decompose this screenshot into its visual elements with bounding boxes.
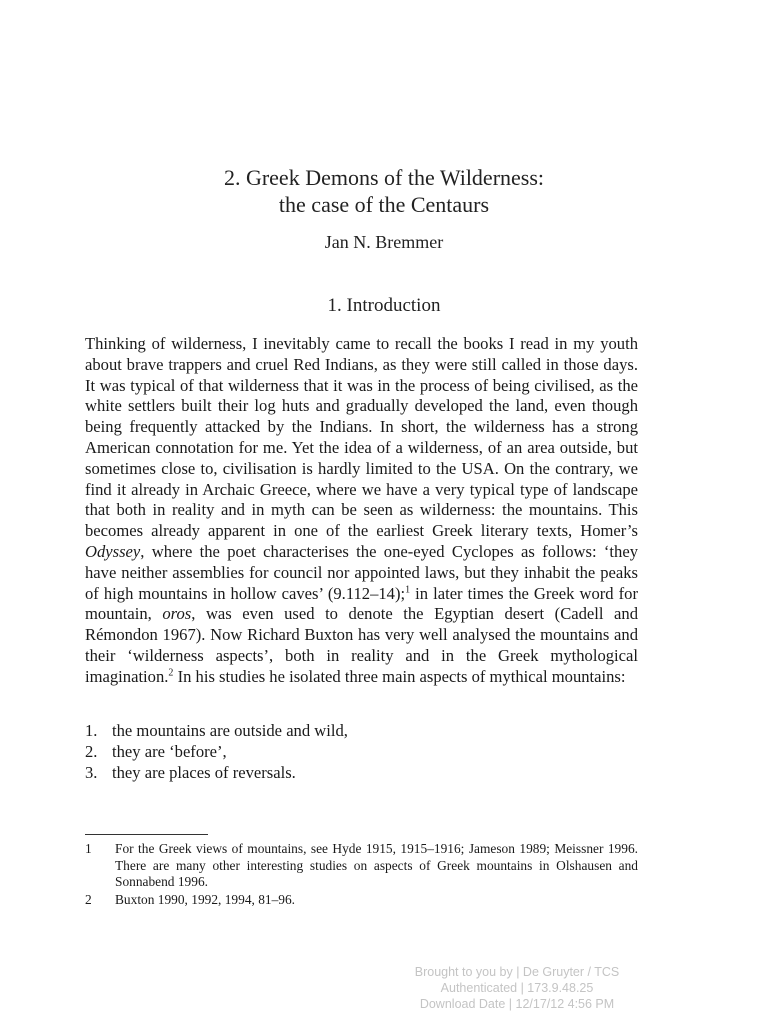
watermark-line-3: Download Date | 12/17/12 4:56 PM	[419, 997, 615, 1011]
body-text-part-2: , where the poet characterises the one-eyed Cyclopes as follows: ‘they have neither assemblies for council nor appointed laws, but they inhabit the peaks of high mountains in hollow caves’ (9.112–14);	[85, 541, 638, 603]
footnote-text: Buxton 1990, 1992, 1994, 81–96.	[115, 891, 296, 907]
footnote-ref-2: 2	[168, 667, 174, 679]
list-item	[85, 762, 638, 783]
list-item-number: 2.	[85, 742, 98, 761]
footnote-ref-1: 1	[405, 584, 411, 596]
footnote-text: For the Greek views of mountains, see Hyde 1915, 1915–1916; Jameson 1989; Meissner 1996. There are many other interesting studies on aspects of Greek mountains in Olshausen and Sonnabend 1996.	[115, 841, 638, 889]
oros-italic: oros	[162, 604, 192, 624]
footnote	[85, 841, 638, 891]
watermark-line-2: Authenticated | 173.9.48.25	[440, 981, 594, 995]
footnote	[85, 892, 638, 909]
access-watermark	[380, 964, 654, 1012]
list-item-text: they are places of reversals.	[112, 763, 296, 782]
body-text-part-1: Thinking of wilderness, I inevitably came to recall the books I read in my youth about brave trappers and cruel Red Indians, as they were still called in those days. It was typical of that wilderness that it was in the process of being civilised, as the white settlers built their log huts and gradually developed the land, even though being frequently attacked by the Indians. In short, the wilderness has a strong American connotation for me. Yet the idea of a wilderness, of an area outside, but sometimes close to, civilisation is hardly limited to the USA. On the contrary, we find it already in Archaic Greece, where we have a very typical type of landscape that both in reality and in myth can be seen as wilderness: the mountains. This becomes already apparent in one of the earliest Greek literary texts, Homer’s	[85, 334, 638, 541]
watermark-line-1: Brought to you by | De Gruyter / TCS	[414, 965, 620, 979]
footnotes	[85, 841, 638, 909]
author-name: Jan N. Bremmer	[324, 232, 444, 252]
list-item	[85, 720, 638, 741]
chapter-title	[0, 164, 768, 218]
list-item-number: 3.	[85, 763, 98, 782]
chapter-title-line-2: the case of the Centaurs	[278, 192, 490, 217]
body-text-part-5: In his studies he isolated three main aspects of mythical mountains:	[173, 666, 626, 686]
footnote-number: 1	[85, 841, 92, 856]
list-item-text: the mountains are outside and wild,	[112, 721, 348, 740]
body-text-part-3: in later times the Greek word for mountain,	[85, 583, 638, 624]
body-text-part-4: , was even used to denote the Egyptian desert (Cadell and Rémondon 1967). Now Richard Buxton has very well analysed the mountains and their ‘wilderness aspects’, both in reality and in the Greek mythological imagination.	[85, 604, 638, 686]
list-item-number: 1.	[85, 721, 98, 740]
aspects-list	[85, 720, 638, 783]
list-item	[85, 741, 638, 762]
odyssey-italic: Odyssey	[85, 541, 141, 561]
section-heading: 1. Introduction	[327, 295, 441, 316]
body-paragraph	[85, 334, 638, 688]
list-item-text: they are ‘before’,	[112, 742, 227, 761]
chapter-title-line-1: 2. Greek Demons of the Wilderness:	[223, 165, 545, 190]
footnote-divider	[85, 834, 208, 835]
footnote-number: 2	[85, 891, 92, 907]
